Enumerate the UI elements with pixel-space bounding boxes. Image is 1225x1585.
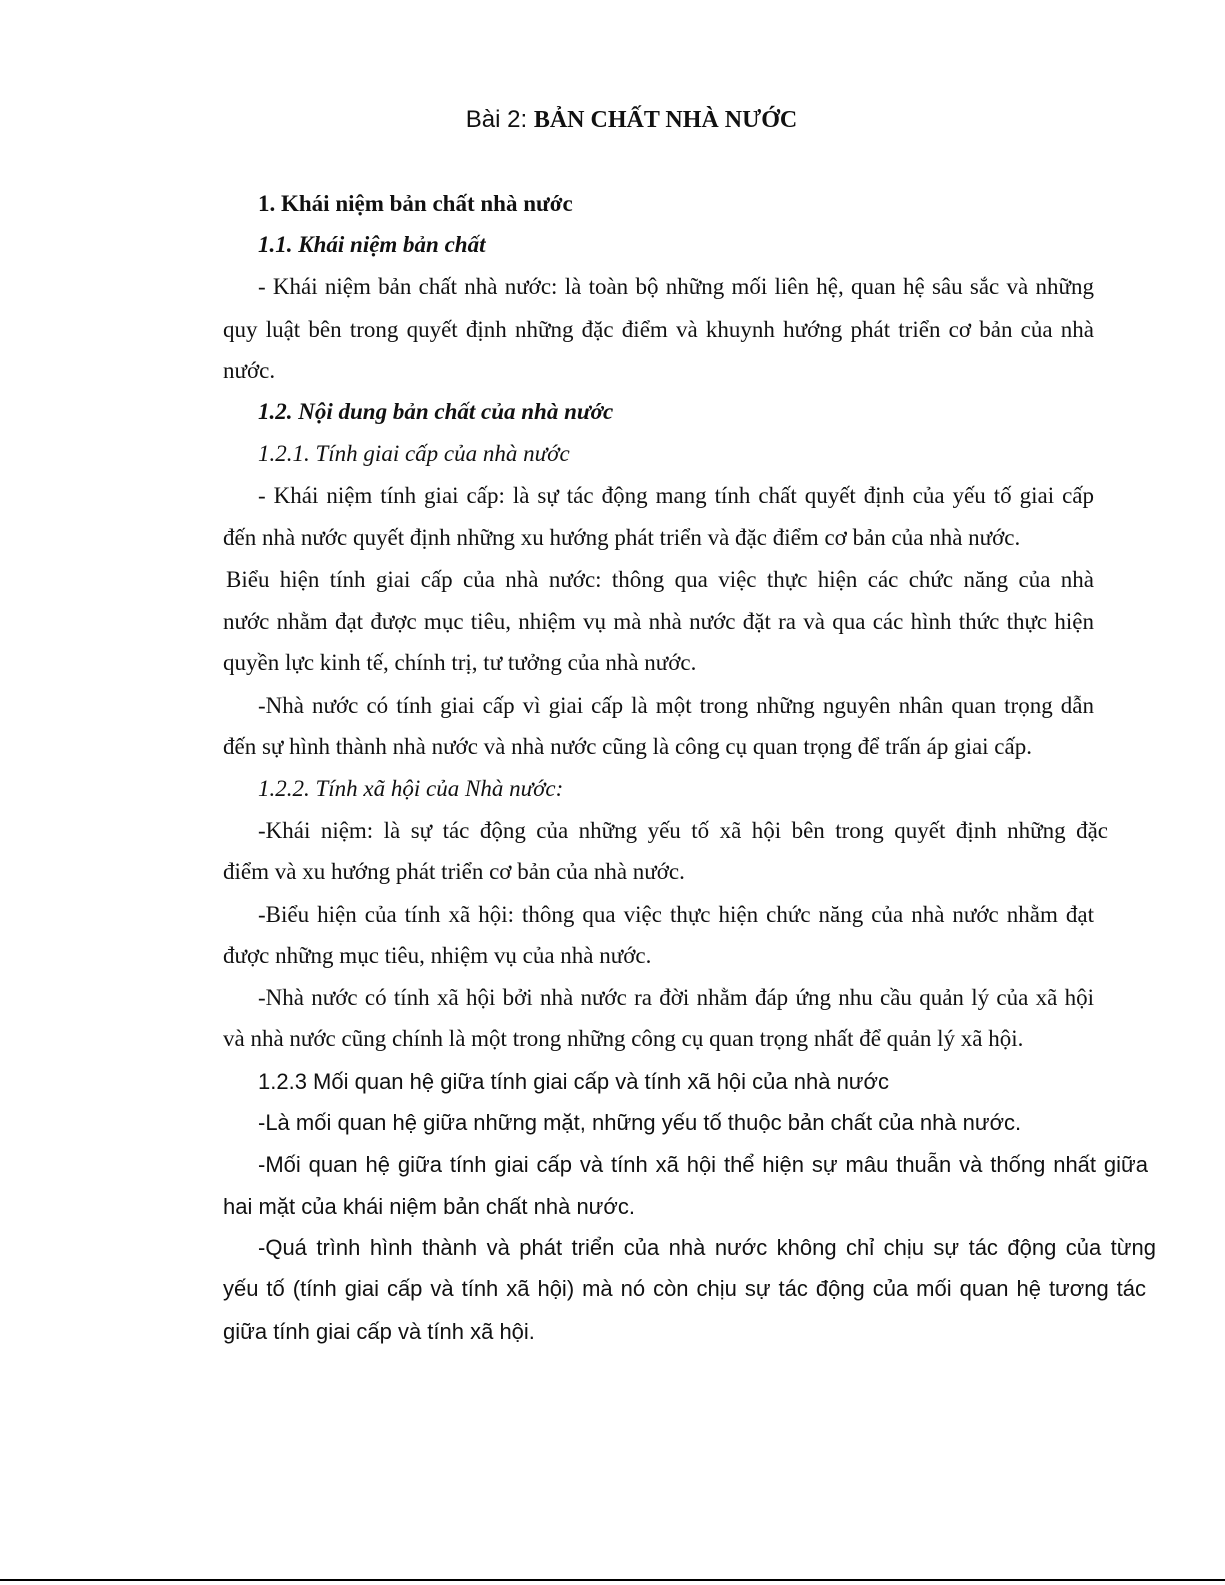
paragraph-line: được những mục tiêu, nhiệm vụ của nhà nước.: [223, 943, 652, 968]
heading-1-2: 1.2. Nội dung bản chất của nhà nước: [258, 399, 614, 424]
heading-1-2-2: 1.2.2. Tính xã hội của Nhà nước:: [258, 776, 564, 801]
heading-1-2-3: 1.2.3 Mối quan hệ giữa tính giai cấp và tính xã hội của nhà nước: [258, 1069, 889, 1094]
title-prefix: Bài 2:: [465, 106, 534, 133]
paragraph-line: quy luật bên trong quyết định những đặc điểm và khuynh hướng phát triển cơ bản của nhà: [223, 317, 1094, 342]
bottom-rule: [0, 1579, 1225, 1581]
heading-1-1: 1.1. Khái niệm bản chất: [258, 232, 486, 257]
paragraph-line: -Là mối quan hệ giữa những mặt, những yếu tố thuộc bản chất của nhà nước.: [258, 1110, 1022, 1135]
heading-1: 1. Khái niệm bản chất nhà nước: [258, 191, 573, 216]
paragraph-line: -Biểu hiện của tính xã hội: thông qua việc thực hiện chức năng của nhà nước nhằm đạt: [258, 902, 1094, 927]
paragraph-line: -Nhà nước có tính giai cấp vì giai cấp là một trong những nguyên nhân quan trọng dẫn: [258, 693, 1094, 718]
paragraph-line: -Quá trình hình thành và phát triển của nhà nước không chỉ chịu sự tác động của từng: [258, 1235, 1156, 1260]
paragraph-line: - Khái niệm bản chất nhà nước: là toàn bộ những mối liên hệ, quan hệ sâu sắc và những: [258, 274, 1094, 299]
paragraph-line: nước nhằm đạt được mục tiêu, nhiệm vụ mà nhà nước đặt ra và qua các hình thức thực hiện: [223, 609, 1094, 634]
paragraph-line: đến nhà nước quyết định những xu hướng phát triển và đặc điểm cơ bản của nhà nước.: [223, 525, 1021, 550]
paragraph-line: đến sự hình thành nhà nước và nhà nước cũng là công cụ quan trọng để trấn áp giai cấp.: [223, 734, 1032, 759]
paragraph-line: và nhà nước cũng chính là một trong những công cụ quan trọng nhất để quản lý xã hội.: [223, 1026, 1024, 1051]
title-main: BẢN CHẤT NHÀ NƯỚC: [533, 107, 798, 133]
paragraph-line: yếu tố (tính giai cấp và tính xã hội) mà nó còn chịu sự tác động của mối quan hệ tương tác: [223, 1276, 1146, 1301]
paragraph-line: Biểu hiện tính giai cấp của nhà nước: thông qua việc thực hiện các chức năng của nhà: [226, 567, 1094, 592]
paragraph-line: -Mối quan hệ giữa tính giai cấp và tính xã hội thể hiện sự mâu thuẫn và thống nhất giữa: [258, 1152, 1148, 1177]
paragraph-line: nước.: [223, 358, 276, 383]
page-title: [0, 104, 1225, 136]
paragraph-line: quyền lực kinh tế, chính trị, tư tưởng của nhà nước.: [223, 650, 697, 675]
paragraph-line: giữa tính giai cấp và tính xã hội.: [223, 1319, 535, 1344]
heading-1-2-1: 1.2.1. Tính giai cấp của nhà nước: [258, 441, 570, 466]
paragraph-line: hai mặt của khái niệm bản chất nhà nước.: [223, 1194, 635, 1219]
paragraph-line: điểm và xu hướng phát triển cơ bản của nhà nước.: [223, 859, 685, 884]
paragraph-line: -Nhà nước có tính xã hội bởi nhà nước ra đời nhằm đáp ứng nhu cầu quản lý của xã hội: [258, 985, 1094, 1010]
paragraph-line: - Khái niệm tính giai cấp: là sự tác động mang tính chất quyết định của yếu tố giai cấp: [258, 483, 1094, 508]
paragraph-line: -Khái niệm: là sự tác động của những yếu tố xã hội bên trong quyết định những đặc: [258, 818, 1108, 843]
